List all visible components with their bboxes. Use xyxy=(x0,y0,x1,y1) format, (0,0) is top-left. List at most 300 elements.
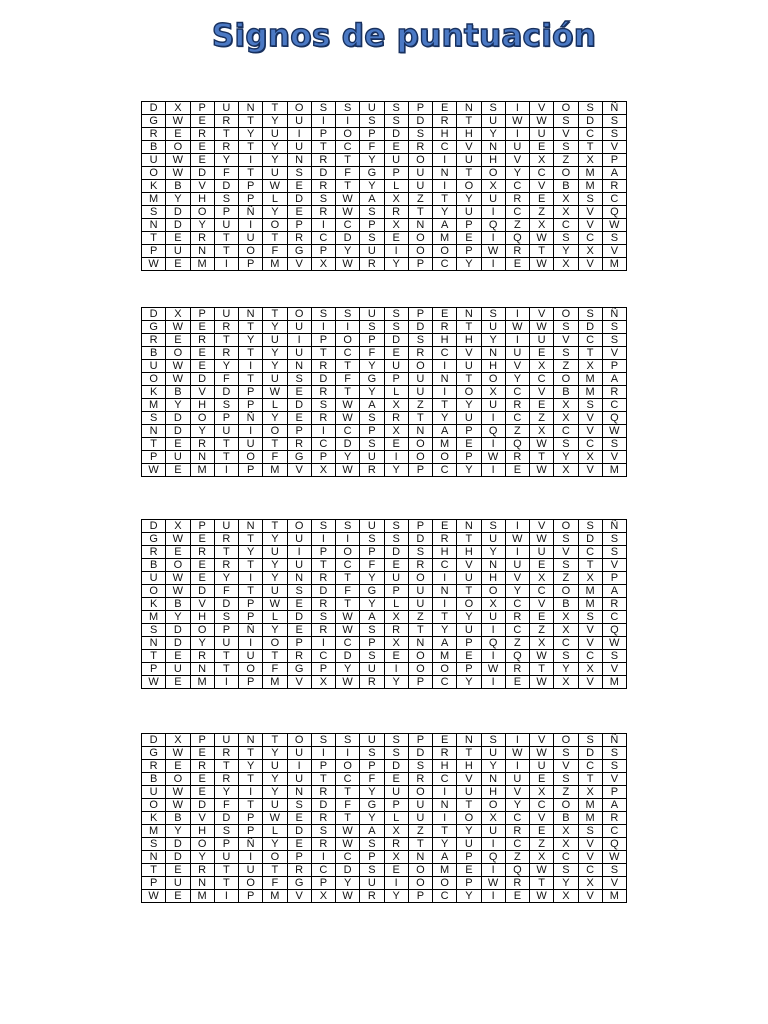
grid-cell: A xyxy=(360,611,384,624)
grid-cell: E xyxy=(287,812,311,825)
grid-cell: O xyxy=(554,308,578,321)
grid-row xyxy=(142,412,627,425)
grid-row xyxy=(142,386,627,399)
grid-cell: P xyxy=(287,425,311,438)
grid-cell: P xyxy=(287,637,311,650)
grid-cell: S xyxy=(360,232,384,245)
grid-cell: T xyxy=(336,812,360,825)
grid-cell: A xyxy=(433,637,457,650)
grid-cell: Y xyxy=(481,334,505,347)
grid-cell: U xyxy=(239,650,263,663)
grid-cell: P xyxy=(311,877,335,890)
grid-cell: Z xyxy=(408,399,432,412)
grid-cell: X xyxy=(554,890,578,903)
grid-cell: E xyxy=(505,258,529,271)
grid-cell: P xyxy=(142,877,166,890)
grid-cell: W xyxy=(602,219,626,232)
grid-cell: Y xyxy=(554,245,578,258)
grid-cell: R xyxy=(214,321,238,334)
grid-cell: C xyxy=(336,347,360,360)
grid-cell: W xyxy=(530,321,554,334)
grid-cell: X xyxy=(554,624,578,637)
grid-cell: D xyxy=(384,334,408,347)
grid-cell: R xyxy=(311,154,335,167)
grid-cell: H xyxy=(190,825,214,838)
grid-cell: Y xyxy=(239,128,263,141)
grid-cell: W xyxy=(263,180,287,193)
grid-cell: U xyxy=(481,193,505,206)
grid-cell: U xyxy=(408,373,432,386)
grid-cell: I xyxy=(239,637,263,650)
grid-cell: Z xyxy=(530,838,554,851)
grid-cell: I xyxy=(505,546,529,559)
grid-cell: O xyxy=(142,585,166,598)
grid-cell: C xyxy=(554,219,578,232)
grid-cell: X xyxy=(554,193,578,206)
grid-cell: Y xyxy=(457,890,481,903)
grid-cell: C xyxy=(530,799,554,812)
grid-cell: R xyxy=(311,786,335,799)
grid-cell: M xyxy=(602,464,626,477)
grid-cell: I xyxy=(384,663,408,676)
grid-row xyxy=(142,334,627,347)
grid-cell: C xyxy=(602,399,626,412)
grid-cell: T xyxy=(433,825,457,838)
grid-cell: W xyxy=(166,786,190,799)
grid-cell: U xyxy=(457,360,481,373)
grid-cell: F xyxy=(336,585,360,598)
grid-cell: Q xyxy=(505,438,529,451)
grid-cell: R xyxy=(360,890,384,903)
grid-cell: T xyxy=(214,451,238,464)
grid-cell: C xyxy=(336,425,360,438)
grid-cell: T xyxy=(214,245,238,258)
grid-cell: E xyxy=(166,438,190,451)
grid-cell: B xyxy=(554,598,578,611)
grid-cell: V xyxy=(554,334,578,347)
grid-cell: T xyxy=(239,799,263,812)
grid-cell: U xyxy=(360,451,384,464)
grid-cell: U xyxy=(287,533,311,546)
grid-row xyxy=(142,637,627,650)
grid-cell: W xyxy=(505,321,529,334)
grid-cell: I xyxy=(481,838,505,851)
grid-cell: U xyxy=(505,773,529,786)
grid-cell: I xyxy=(433,386,457,399)
grid-cell: F xyxy=(263,245,287,258)
grid-cell: R xyxy=(505,877,529,890)
grid-cell: S xyxy=(602,533,626,546)
grid-cell: N xyxy=(142,851,166,864)
grid-cell: Y xyxy=(214,360,238,373)
grid-cell: V xyxy=(530,520,554,533)
grid-cell: U xyxy=(263,799,287,812)
grid-cell: G xyxy=(360,373,384,386)
grid-cell: A xyxy=(602,373,626,386)
grid-cell: P xyxy=(311,546,335,559)
grid-cell: Y xyxy=(263,786,287,799)
grid-cell: W xyxy=(481,663,505,676)
grid-cell: Y xyxy=(457,611,481,624)
grid-row xyxy=(142,141,627,154)
grid-cell: R xyxy=(287,864,311,877)
page-title: Signos de puntuación xyxy=(211,18,597,54)
grid-cell: I xyxy=(481,650,505,663)
grid-cell: R xyxy=(190,650,214,663)
grid-cell: N xyxy=(142,219,166,232)
grid-cell: R xyxy=(602,180,626,193)
grid-cell: O xyxy=(239,877,263,890)
grid-cell: E xyxy=(457,232,481,245)
grid-cell: E xyxy=(166,864,190,877)
grid-row xyxy=(142,877,627,890)
grid-cell: U xyxy=(360,245,384,258)
grid-cell: B xyxy=(166,812,190,825)
grid-cell: Y xyxy=(336,663,360,676)
grid-cell: P xyxy=(602,154,626,167)
grid-cell: R xyxy=(287,438,311,451)
grid-cell: Y xyxy=(190,219,214,232)
grid-row xyxy=(142,258,627,271)
grid-cell: D xyxy=(166,624,190,637)
grid-cell: R xyxy=(384,206,408,219)
grid-cell: X xyxy=(481,812,505,825)
grid-cell: O xyxy=(263,219,287,232)
grid-cell: S xyxy=(554,232,578,245)
grid-cell: M xyxy=(190,464,214,477)
grid-cell: C xyxy=(530,585,554,598)
grid-cell: B xyxy=(142,347,166,360)
grid-cell: P xyxy=(408,676,432,689)
grid-cell: O xyxy=(481,167,505,180)
grid-cell: T xyxy=(457,373,481,386)
grid-cell: U xyxy=(166,663,190,676)
grid-cell: P xyxy=(360,425,384,438)
grid-cell: W xyxy=(166,321,190,334)
grid-cell: I xyxy=(481,864,505,877)
grid-cell: S xyxy=(602,232,626,245)
grid-cell: X xyxy=(481,598,505,611)
grid-cell: W xyxy=(481,877,505,890)
grid-cell: I xyxy=(311,321,335,334)
grid-cell: N xyxy=(433,167,457,180)
grid-cell: Y xyxy=(433,412,457,425)
grid-cell: I xyxy=(505,334,529,347)
grid-cell: U xyxy=(214,520,238,533)
grid-row xyxy=(142,786,627,799)
grid-cell: C xyxy=(554,637,578,650)
grid-cell: Z xyxy=(408,825,432,838)
grid-cell: I xyxy=(433,360,457,373)
grid-cell: S xyxy=(602,760,626,773)
grid-cell: I xyxy=(505,128,529,141)
grid-cell: D xyxy=(311,373,335,386)
grid-cell: E xyxy=(166,258,190,271)
grid-cell: Y xyxy=(360,786,384,799)
grid-cell: P xyxy=(360,546,384,559)
grid-cell: T xyxy=(311,773,335,786)
grid-cell: R xyxy=(214,347,238,360)
grid-cell: U xyxy=(287,747,311,760)
grid-cell: Y xyxy=(360,154,384,167)
grid-cell: T xyxy=(214,864,238,877)
grid-row xyxy=(142,347,627,360)
grid-cell: F xyxy=(214,167,238,180)
grid-cell: D xyxy=(142,102,166,115)
grid-cell: P xyxy=(602,572,626,585)
grid-cell: T xyxy=(408,412,432,425)
grid-cell: O xyxy=(142,167,166,180)
grid-cell: U xyxy=(142,572,166,585)
grid-cell: S xyxy=(554,321,578,334)
grid-row xyxy=(142,520,627,533)
grid-cell: S xyxy=(481,308,505,321)
grid-cell: I xyxy=(505,520,529,533)
grid-cell: Ñ xyxy=(602,734,626,747)
grid-cell: S xyxy=(481,102,505,115)
grid-cell: P xyxy=(239,386,263,399)
grid-cell: D xyxy=(408,747,432,760)
grid-cell: W xyxy=(166,572,190,585)
grid-row xyxy=(142,890,627,903)
grid-cell: X xyxy=(530,360,554,373)
grid-cell: E xyxy=(433,520,457,533)
grid-cell: V xyxy=(578,412,602,425)
grid-cell: R xyxy=(311,206,335,219)
grid-cell: I xyxy=(239,219,263,232)
grid-cell: R xyxy=(360,258,384,271)
grid-cell: H xyxy=(433,334,457,347)
grid-cell: E xyxy=(190,533,214,546)
grid-cell: P xyxy=(360,219,384,232)
grid-row xyxy=(142,321,627,334)
grid-cell: U xyxy=(408,585,432,598)
grid-cell: I xyxy=(311,533,335,546)
grid-cell: X xyxy=(554,412,578,425)
grid-cell: Z xyxy=(554,360,578,373)
grid-cell: Z xyxy=(505,425,529,438)
grid-cell: C xyxy=(505,412,529,425)
grid-cell: U xyxy=(457,838,481,851)
grid-cell: C xyxy=(336,637,360,650)
grid-row xyxy=(142,611,627,624)
grid-cell: Y xyxy=(457,193,481,206)
grid-cell: T xyxy=(578,347,602,360)
grid-cell: E xyxy=(433,102,457,115)
grid-cell: C xyxy=(505,386,529,399)
grid-cell: X xyxy=(578,154,602,167)
grid-cell: D xyxy=(336,864,360,877)
grid-cell: T xyxy=(457,799,481,812)
grid-cell: Y xyxy=(481,546,505,559)
grid-cell: C xyxy=(433,464,457,477)
grid-cell: I xyxy=(214,258,238,271)
grid-cell: U xyxy=(360,308,384,321)
grid-cell: N xyxy=(408,425,432,438)
grid-cell: S xyxy=(214,825,238,838)
word-search-grid-2 xyxy=(141,307,627,477)
grid-cell: E xyxy=(457,438,481,451)
grid-cell: C xyxy=(602,825,626,838)
grid-cell: V xyxy=(287,258,311,271)
grid-cell: T xyxy=(214,546,238,559)
grid-cell: T xyxy=(142,864,166,877)
grid-cell: W xyxy=(530,115,554,128)
grid-cell: U xyxy=(481,825,505,838)
grid-cell: V xyxy=(578,219,602,232)
grid-cell: V xyxy=(554,128,578,141)
grid-cell: D xyxy=(166,637,190,650)
grid-cell: P xyxy=(408,102,432,115)
grid-cell: H xyxy=(457,760,481,773)
grid-cell: T xyxy=(530,877,554,890)
grid-cell: K xyxy=(142,812,166,825)
grid-cell: U xyxy=(166,451,190,464)
grid-cell: U xyxy=(263,760,287,773)
grid-cell: P xyxy=(311,128,335,141)
grid-row xyxy=(142,851,627,864)
grid-cell: S xyxy=(554,650,578,663)
grid-cell: P xyxy=(384,799,408,812)
grid-cell: G xyxy=(360,167,384,180)
grid-cell: I xyxy=(505,760,529,773)
grid-cell: U xyxy=(481,399,505,412)
grid-cell: W xyxy=(142,258,166,271)
grid-cell: Y xyxy=(263,154,287,167)
grid-cell: C xyxy=(505,206,529,219)
grid-cell: M xyxy=(263,676,287,689)
grid-cell: I xyxy=(481,258,505,271)
grid-cell: F xyxy=(214,799,238,812)
grid-cell: F xyxy=(360,141,384,154)
grid-cell: D xyxy=(287,825,311,838)
grid-cell: O xyxy=(190,412,214,425)
grid-cell: W xyxy=(166,373,190,386)
grid-cell: Y xyxy=(263,412,287,425)
grid-cell: T xyxy=(457,321,481,334)
grid-cell: E xyxy=(190,747,214,760)
grid-cell: R xyxy=(142,334,166,347)
grid-cell: E xyxy=(190,572,214,585)
grid-cell: S xyxy=(311,520,335,533)
grid-cell: O xyxy=(287,734,311,747)
grid-cell: Ñ xyxy=(602,520,626,533)
grid-cell: V xyxy=(602,773,626,786)
grid-cell: D xyxy=(166,206,190,219)
grid-cell: U xyxy=(214,637,238,650)
grid-cell: P xyxy=(408,258,432,271)
grid-cell: U xyxy=(505,347,529,360)
grid-cell: U xyxy=(530,760,554,773)
grid-cell: U xyxy=(457,624,481,637)
grid-cell: R xyxy=(408,559,432,572)
grid-cell: Y xyxy=(214,154,238,167)
grid-cell: Y xyxy=(263,559,287,572)
grid-cell: V xyxy=(578,464,602,477)
grid-cell: I xyxy=(433,154,457,167)
grid-cell: D xyxy=(336,650,360,663)
grid-row xyxy=(142,373,627,386)
grid-cell: P xyxy=(239,258,263,271)
grid-cell: Y xyxy=(239,334,263,347)
grid-cell: F xyxy=(214,373,238,386)
grid-cell: V xyxy=(530,308,554,321)
grid-cell: E xyxy=(384,559,408,572)
grid-cell: T xyxy=(433,611,457,624)
grid-cell: R xyxy=(142,760,166,773)
grid-cell: O xyxy=(433,451,457,464)
grid-cell: D xyxy=(142,308,166,321)
grid-cell: U xyxy=(263,334,287,347)
grid-cell: X xyxy=(578,572,602,585)
grid-row xyxy=(142,128,627,141)
grid-cell: R xyxy=(214,533,238,546)
grid-cell: T xyxy=(239,559,263,572)
grid-cell: R xyxy=(311,572,335,585)
grid-cell: X xyxy=(554,838,578,851)
grid-cell: W xyxy=(336,676,360,689)
grid-cell: D xyxy=(190,799,214,812)
grid-cell: R xyxy=(287,232,311,245)
grid-cell: Q xyxy=(602,624,626,637)
grid-cell: T xyxy=(239,373,263,386)
grid-cell: O xyxy=(263,637,287,650)
grid-cell: E xyxy=(166,128,190,141)
grid-cell: P xyxy=(239,399,263,412)
grid-cell: O xyxy=(408,360,432,373)
grid-cell: G xyxy=(360,799,384,812)
grid-cell: P xyxy=(360,637,384,650)
grid-cell: R xyxy=(505,663,529,676)
grid-cell: W xyxy=(530,438,554,451)
grid-cell: V xyxy=(530,734,554,747)
grid-cell: E xyxy=(530,399,554,412)
grid-cell: D xyxy=(311,167,335,180)
grid-row xyxy=(142,180,627,193)
grid-cell: B xyxy=(142,773,166,786)
grid-cell: R xyxy=(602,812,626,825)
grid-cell: V xyxy=(505,154,529,167)
grid-cell: S xyxy=(602,650,626,663)
grid-cell: U xyxy=(481,611,505,624)
grid-cell: V xyxy=(287,464,311,477)
grid-cell: B xyxy=(166,598,190,611)
grid-cell: H xyxy=(433,546,457,559)
grid-cell: S xyxy=(554,559,578,572)
grid-cell: R xyxy=(190,864,214,877)
grid-cell: T xyxy=(336,154,360,167)
grid-row xyxy=(142,559,627,572)
grid-cell: T xyxy=(408,624,432,637)
grid-cell: S xyxy=(360,321,384,334)
grid-cell: I xyxy=(287,546,311,559)
grid-cell: E xyxy=(166,760,190,773)
grid-cell: M xyxy=(433,438,457,451)
grid-cell: S xyxy=(142,838,166,851)
grid-cell: T xyxy=(336,386,360,399)
grid-cell: G xyxy=(142,321,166,334)
grid-cell: V xyxy=(530,180,554,193)
grid-cell: W xyxy=(481,451,505,464)
grid-cell: U xyxy=(287,559,311,572)
grid-cell: X xyxy=(554,825,578,838)
grid-cell: Ñ xyxy=(239,624,263,637)
grid-cell: P xyxy=(239,598,263,611)
grid-cell: T xyxy=(214,334,238,347)
grid-row xyxy=(142,624,627,637)
grid-cell: T xyxy=(142,650,166,663)
grid-cell: M xyxy=(578,812,602,825)
